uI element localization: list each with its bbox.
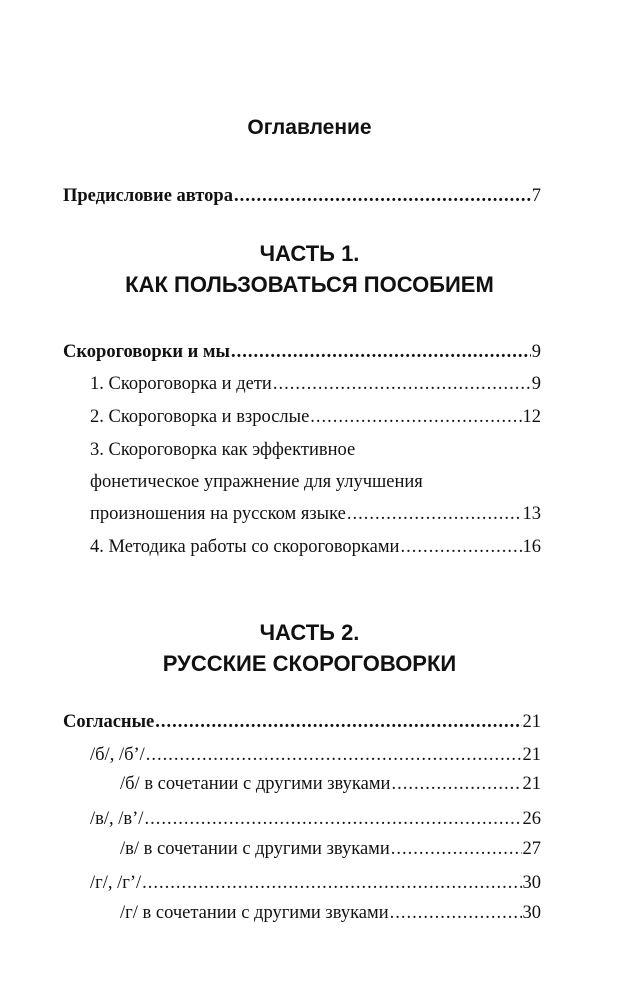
toc-entry-label: 1. Скороговорка и дети (90, 374, 272, 394)
toc-entry-4[interactable] (90, 534, 541, 560)
toc-page-number: 7 (531, 186, 541, 206)
toc-page-number: 30 (522, 873, 541, 893)
toc-entry-label: /в/, /в’/ (90, 809, 144, 829)
dot-leader (234, 183, 531, 209)
toc-page-number: 9 (531, 374, 541, 394)
dot-leader (400, 534, 521, 560)
toc-page-number: 16 (522, 537, 541, 557)
toc-entry-3-line-2[interactable]: фонетическое упражнение для улучшения (90, 472, 423, 492)
toc-entry-2[interactable] (90, 404, 541, 430)
toc-entry-label: 4. Методика работы со скороговорками (90, 537, 400, 557)
part-2-heading (0, 617, 619, 679)
dot-leader (144, 806, 521, 832)
toc-entry-v[interactable] (90, 806, 541, 832)
dot-leader (347, 501, 522, 527)
toc-entry-b[interactable] (90, 742, 541, 768)
part-1-number: ЧАСТЬ 1. (259, 241, 360, 266)
toc-entry-g-combinations[interactable] (120, 900, 541, 926)
toc-page-number: 26 (522, 809, 541, 829)
dot-leader (310, 404, 521, 430)
toc-entry-label: /г/ в сочетании с другими звуками (120, 903, 389, 923)
dot-leader (390, 900, 522, 926)
toc-entry-label: Скороговорки и мы (63, 342, 230, 362)
dot-leader (391, 836, 522, 862)
toc-section-soglasnye[interactable] (63, 709, 541, 735)
toc-entry-label: /б/ в сочетании с другими звуками (120, 774, 391, 794)
toc-section-skorogovorki-i-my[interactable] (63, 339, 541, 365)
toc-entry-label: /б/, /б’/ (90, 745, 145, 765)
part-1-title: КАК ПОЛЬЗОВАТЬСЯ ПОСОБИЕМ (125, 272, 494, 297)
toc-entry-b-combinations[interactable] (120, 771, 541, 797)
toc-entry-label: /в/ в сочетании с другими звуками (120, 839, 390, 859)
toc-page-number: 21 (522, 712, 541, 732)
toc-page-number: 13 (522, 504, 541, 524)
toc-page-number: 27 (522, 839, 541, 859)
toc-entry-1[interactable] (90, 371, 541, 397)
toc-entry-3[interactable] (90, 501, 541, 527)
toc-page-number: 21 (522, 774, 541, 794)
dot-leader (391, 771, 521, 797)
part-2-title: РУССКИЕ СКОРОГОВОРКИ (162, 651, 457, 676)
dot-leader (231, 339, 531, 365)
toc-entry-label: произношения на русском языке (90, 504, 346, 524)
toc-page-number: 30 (522, 903, 541, 923)
toc-entry-preface[interactable] (63, 183, 541, 209)
toc-entry-3-line-1[interactable]: 3. Скороговорка как эффективное (90, 440, 356, 460)
toc-entry-label: Предисловие автора (63, 186, 233, 206)
dot-leader (155, 709, 521, 735)
toc-page-number: 21 (522, 745, 541, 765)
toc-entry-label: 2. Скороговорка и взрослые (90, 407, 310, 427)
dot-leader (146, 742, 522, 768)
part-1-heading (0, 238, 619, 300)
part-2-number: ЧАСТЬ 2. (259, 620, 360, 645)
toc-entry-v-combinations[interactable] (120, 836, 541, 862)
toc-page-number: 12 (522, 407, 541, 427)
toc-page-number: 9 (531, 342, 541, 362)
toc-entry-label: /г/, /г’/ (90, 873, 142, 893)
toc-entry-label: Согласные (63, 712, 155, 732)
dot-leader (273, 371, 531, 397)
toc-entry-g[interactable] (90, 870, 541, 896)
dot-leader (142, 870, 521, 896)
page-title: Оглавление (247, 116, 372, 139)
